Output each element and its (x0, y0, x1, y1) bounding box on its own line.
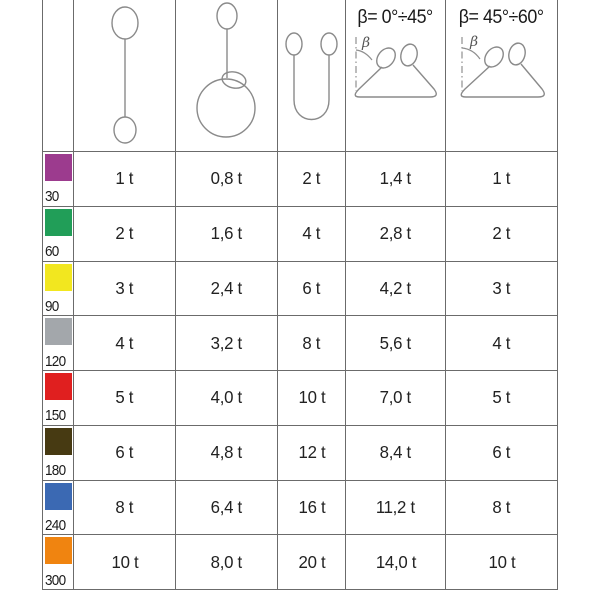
header-choke-hitch (176, 0, 278, 152)
sling-color-swatch (45, 537, 72, 564)
sling-color-cell (43, 426, 74, 481)
capacity-cell: 8,4 t (346, 426, 446, 481)
sling-color-cell (43, 316, 74, 371)
sling-width-label: 300 (45, 571, 66, 589)
sling-color-cell (43, 535, 74, 590)
capacity-cell: 10 t (278, 371, 346, 426)
capacity-cell: 10 t (446, 535, 558, 590)
capacity-cell: 3 t (446, 262, 558, 317)
sling-capacity-table (42, 0, 558, 590)
capacity-cell: 3 t (74, 262, 176, 317)
sling-width-label: 30 (45, 188, 59, 206)
capacity-cell: 6,4 t (176, 481, 278, 536)
straight-lift-sling-icon (75, 0, 175, 150)
sling-width-label: 90 (45, 297, 59, 315)
sling-color-cell (43, 152, 74, 207)
capacity-cell: 12 t (278, 426, 346, 481)
sling-color-swatch (45, 428, 72, 455)
sling-color-swatch (45, 318, 72, 345)
choke-hitch-sling-icon (177, 0, 277, 150)
capacity-cell: 6 t (278, 262, 346, 317)
capacity-cell: 3,2 t (176, 316, 278, 371)
header-straight-lift (74, 0, 176, 152)
angle-range-label: β= 0°÷45° (357, 7, 434, 28)
capacity-cell: 8,0 t (176, 535, 278, 590)
sling-width-label: 150 (45, 407, 66, 425)
capacity-cell: 1 t (74, 152, 176, 207)
capacity-cell: 4 t (74, 316, 176, 371)
capacity-cell: 7,0 t (346, 371, 446, 426)
capacity-cell: 4,8 t (176, 426, 278, 481)
capacity-cell: 0,8 t (176, 152, 278, 207)
capacity-cell: 5,6 t (346, 316, 446, 371)
capacity-cell: 2,4 t (176, 262, 278, 317)
sling-width-label: 60 (45, 243, 59, 260)
capacity-cell: 6 t (446, 426, 558, 481)
capacity-cell: 4 t (278, 207, 346, 262)
sling-color-cell (43, 262, 74, 317)
capacity-cell: 1,4 t (346, 152, 446, 207)
capacity-cell: 8 t (74, 481, 176, 536)
basket-hitch-sling-icon (279, 0, 345, 150)
sling-color-swatch (45, 373, 72, 400)
capacity-cell: 2 t (446, 207, 558, 262)
capacity-cell: 4,0 t (176, 371, 278, 426)
sling-color-swatch (45, 209, 72, 236)
capacity-cell: 1 t (446, 152, 558, 207)
capacity-cell: 8 t (278, 316, 346, 371)
capacity-cell: 16 t (278, 481, 346, 536)
capacity-cell: 8 t (446, 481, 558, 536)
capacity-cell: 6 t (74, 426, 176, 481)
beta-angle-symbol: β (361, 35, 370, 51)
capacity-cell: 10 t (74, 535, 176, 590)
header-angle-0-45 (346, 0, 446, 152)
sling-color-swatch (45, 483, 72, 510)
capacity-cell: 4 t (446, 316, 558, 371)
capacity-cell: 4,2 t (346, 262, 446, 317)
capacity-cell: 20 t (278, 535, 346, 590)
capacity-cell: 2 t (278, 152, 346, 207)
sling-width-label: 240 (45, 516, 66, 534)
capacity-cell: 14,0 t (346, 535, 446, 590)
sling-color-cell (43, 371, 74, 426)
capacity-cell: 2 t (74, 207, 176, 262)
sling-color-cell (43, 207, 74, 262)
sling-width-label: 180 (45, 462, 66, 479)
capacity-cell: 11,2 t (346, 481, 446, 536)
capacity-cell: 5 t (446, 371, 558, 426)
capacity-cell: 5 t (74, 371, 176, 426)
beta-angle-symbol: β (469, 34, 478, 50)
header-angle-45-60 (446, 0, 558, 152)
header-basket-hitch (278, 0, 346, 152)
two-leg-angle-sling-icon (453, 29, 551, 139)
capacity-cell: 1,6 t (176, 207, 278, 262)
sling-color-swatch (45, 264, 72, 291)
two-leg-angle-sling-icon (347, 29, 445, 139)
capacity-cell: 2,8 t (346, 207, 446, 262)
angle-range-label: β= 45°÷60° (459, 7, 544, 28)
header-corner-cell (43, 0, 74, 152)
sling-color-cell (43, 481, 74, 536)
sling-width-label: 120 (45, 352, 66, 370)
sling-color-swatch (45, 154, 72, 181)
